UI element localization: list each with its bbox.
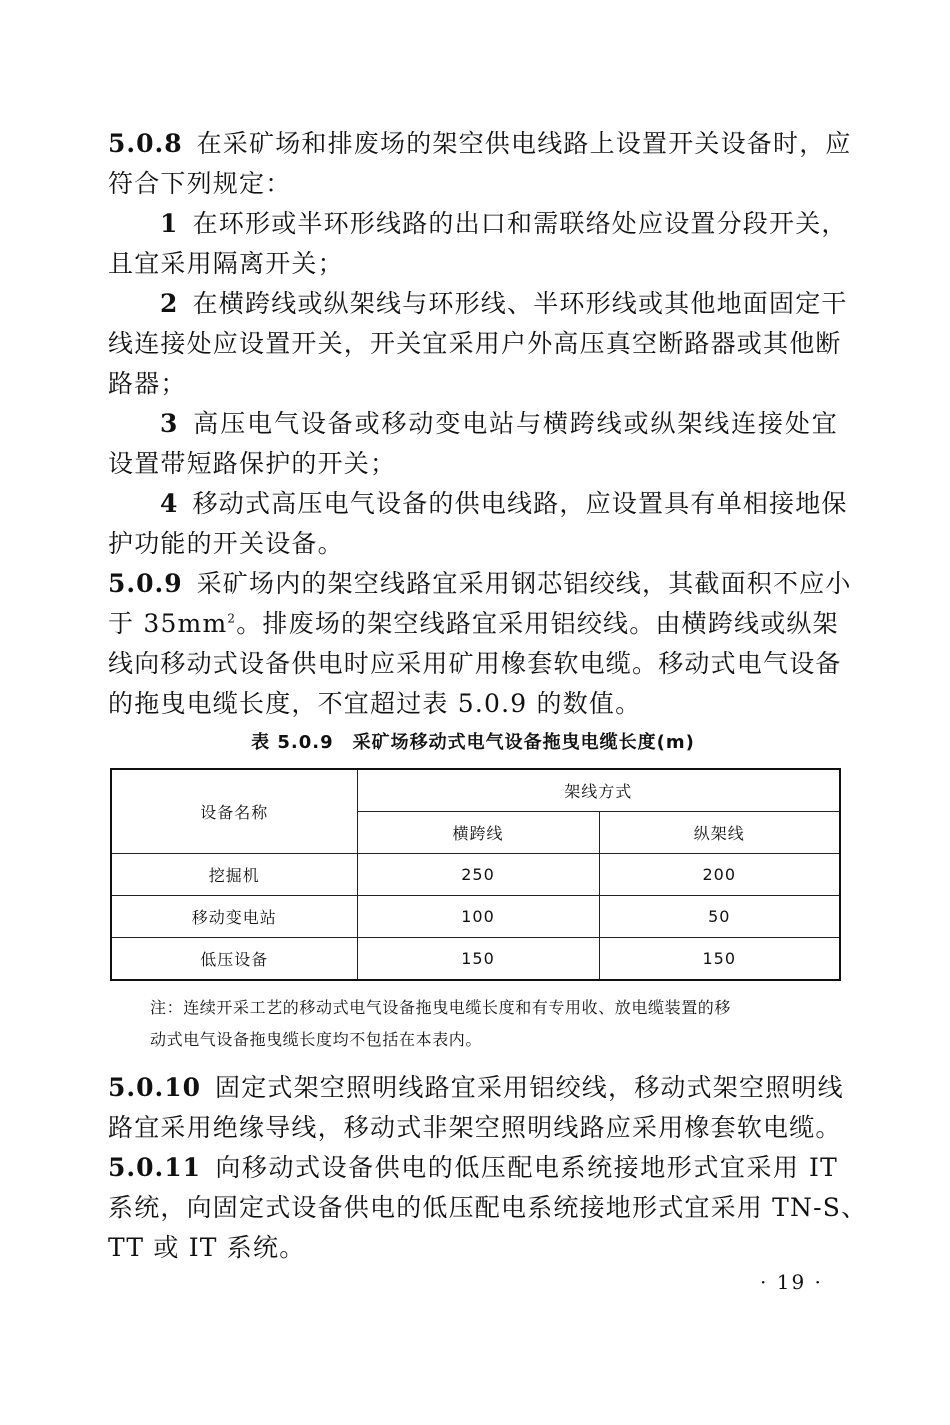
item-number: 2: [160, 289, 179, 318]
header-longitudinal-line: 纵架线: [599, 812, 840, 854]
item-number: 3: [160, 409, 179, 438]
clause-number: 5.0.10: [108, 1073, 201, 1102]
clause-508-line-1: [108, 124, 852, 164]
superscript: 2: [227, 611, 237, 626]
clause-509-line-2: [108, 604, 838, 644]
table-row: [111, 938, 840, 981]
cell-cross-line: 150: [357, 938, 599, 981]
item-text: 高压电气设备或移动变电站与横跨线或纵架线连接处宜: [192, 409, 838, 438]
clause-509-line-3: 线向移动式设备供电时应采用矿用橡套软电缆。移动式电气设备: [108, 649, 842, 678]
item-3-line-2: 设置带短路保护的开关；: [108, 449, 397, 478]
cell-longitudinal-line: 50: [599, 896, 840, 938]
table-row: [111, 896, 840, 938]
cell-longitudinal-line: 200: [599, 854, 840, 896]
cell-equipment: 低压设备: [111, 938, 357, 981]
clause-509-line-1: [108, 564, 852, 604]
clause-5011-line-3: TT 或 IT 系统。: [108, 1233, 306, 1262]
item-4-line-2: 护功能的开关设备。: [108, 529, 344, 558]
item-3-line-1: [160, 404, 838, 444]
table-row: [111, 854, 840, 896]
clause-508-line-2: 符合下列规定：: [108, 169, 292, 198]
clause-5011-line-2: 系统，向固定式设备供电的低压配电系统接地形式宜采用 TN-S、: [108, 1193, 868, 1222]
item-2-line-2: 线连接处应设置开关，开关宜采用户外高压真空断路器或其他断: [108, 329, 842, 358]
item-1-line-2: 且宜采用隔离开关；: [108, 249, 344, 278]
clause-509-line-4: 的拖曳电缆长度，不宜超过表 5.0.9 的数值。: [108, 689, 642, 718]
clause-text: 固定式架空照明线路宜采用铝绞线，移动式架空照明线: [215, 1073, 844, 1102]
item-2-line-1: [160, 284, 848, 324]
cell-equipment: 挖掘机: [111, 854, 357, 896]
header-cross-line: 横跨线: [357, 812, 599, 854]
item-text: 移动式高压电气设备的供电线路，应设置具有单相接地保: [192, 489, 848, 518]
table-caption: 表 5.0.9 采矿场移动式电气设备拖曳电缆长度(m): [251, 732, 695, 753]
clause-number: 5.0.9: [108, 569, 183, 598]
cable-length-table: [110, 768, 841, 981]
clause-number: 5.0.8: [108, 129, 183, 158]
item-text: 在横跨线或纵架线与环形线、半环形线或其他地面固定干: [192, 289, 848, 318]
page-number: · 19 ·: [760, 1270, 823, 1294]
header-wiring-method: 架线方式: [357, 769, 840, 812]
table-header-row: [111, 769, 840, 812]
cell-equipment: 移动变电站: [111, 896, 357, 938]
item-2-line-3: 路器；: [108, 369, 187, 398]
clause-5010-line-1: [108, 1068, 844, 1108]
cell-cross-line: 250: [357, 854, 599, 896]
clause-number: 5.0.11: [108, 1153, 201, 1182]
item-4-line-1: [160, 484, 848, 524]
table-note-line-2: 动式电气设备拖曳缆长度均不包括在本表内。: [150, 1030, 483, 1049]
item-text: 在环形或半环形线路的出口和需联络处应设置分段开关，: [192, 209, 848, 238]
clause-5011-line-1: [108, 1148, 838, 1188]
clause-5010-line-2: 路宜采用绝缘导线，移动式非架空照明线路应采用橡套软电缆。: [108, 1113, 842, 1142]
item-number: 4: [160, 489, 179, 518]
clause-text: 在采矿场和排废场的架空供电线路上设置开关设备时，应: [196, 129, 852, 158]
clause-text: 采矿场内的架空线路宜采用钢芯铝绞线，其截面积不应小: [196, 569, 852, 598]
clause-text-pre: 于 35mm: [108, 609, 228, 638]
table-note-line-1: 注：连续开采工艺的移动式电气设备拖曳电缆长度和有专用收、放电缆装置的移: [150, 998, 732, 1017]
item-number: 1: [160, 209, 179, 238]
cell-cross-line: 100: [357, 896, 599, 938]
cell-longitudinal-line: 150: [599, 938, 840, 981]
clause-text: 向移动式设备供电的低压配电系统接地形式宜采用 IT: [215, 1153, 838, 1182]
header-equipment-name: 设备名称: [111, 769, 357, 854]
item-1-line-1: [160, 204, 848, 244]
clause-text-post: 。排废场的架空线路宜采用铝绞线。由横跨线或纵架: [236, 609, 839, 638]
